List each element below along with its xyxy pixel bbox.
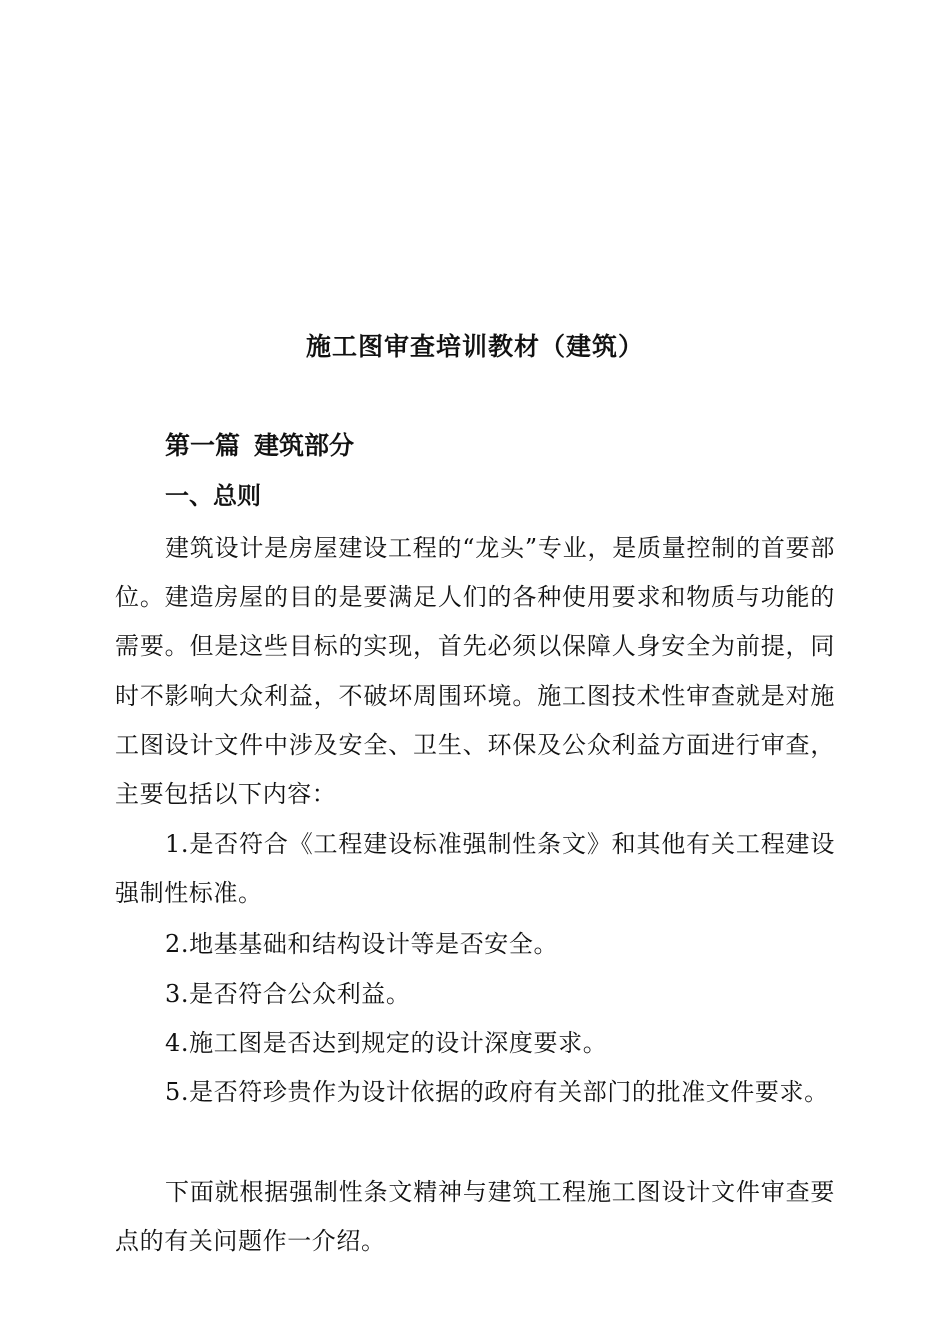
closing-paragraph: 下面就根据强制性条文精神与建筑工程施工图设计文件审查要点的有关问题作一介绍。 bbox=[115, 1178, 835, 1256]
intro-paragraph: 建筑设计是房屋建设工程的“龙头”专业，是质量控制的首要部位。建造房屋的目的是要满足人们的各种使用要求和物质与功能的需要。但是这些目标的实现，首先必须以保障人身安全为前提，同时不影响大众利益，不破坏周围环境。施工图技术性审查就是对施工图设计文件中涉及安全、卫生、环保及公众利益方面进行审查，主要包括以下内容： bbox=[115, 534, 835, 809]
section-heading: 一、总则 bbox=[165, 481, 261, 510]
list-item: 4.施工图是否达到规定的设计深度要求。 bbox=[165, 1029, 608, 1057]
list-item: 2.地基基础和结构设计等是否安全。 bbox=[165, 930, 559, 958]
part-title: 建筑部分 bbox=[254, 431, 355, 460]
list-item: 3.是否符合公众利益。 bbox=[165, 980, 411, 1008]
list-item: 1.是否符合《工程建设标准强制性条文》和其他有关工程建设强制性标准。 bbox=[115, 830, 835, 907]
document-title: 施工图审查培训教材（建筑） bbox=[305, 332, 644, 361]
part-number: 第一篇 bbox=[165, 431, 241, 460]
part-heading bbox=[165, 428, 354, 464]
list-item: 5.是否符珍贵作为设计依据的政府有关部门的批准文件要求。 bbox=[165, 1078, 829, 1106]
